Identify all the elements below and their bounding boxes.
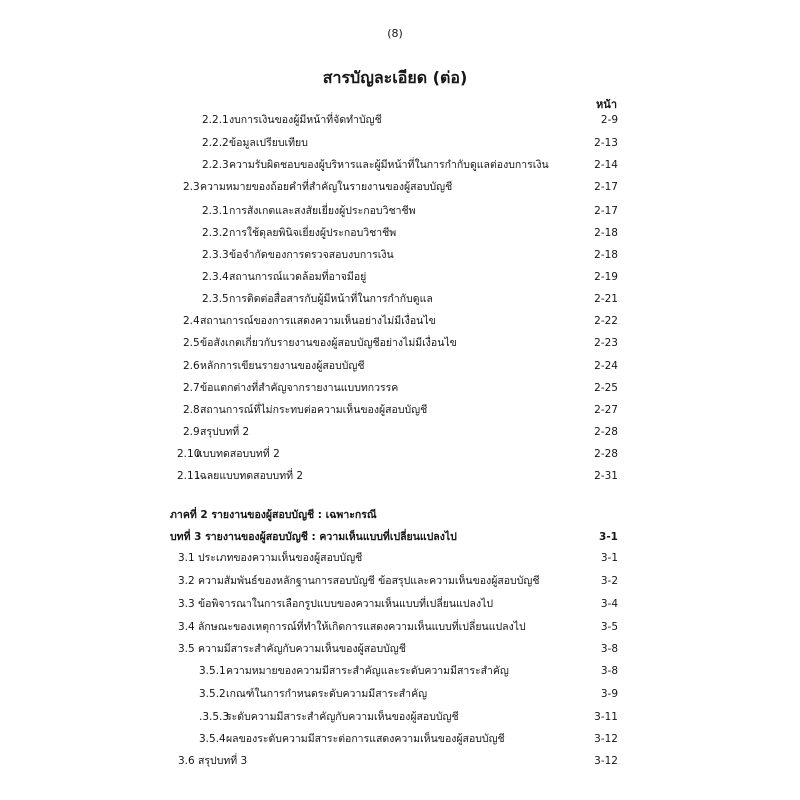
toc-entry-page: 2-22: [594, 315, 618, 327]
toc-entry-number: 3.5.1: [199, 665, 226, 677]
toc-entry-title: สถานการณ์แวดล้อมที่อาจมีอยู่: [229, 271, 367, 283]
toc-entry: [0, 177, 800, 197]
toc-entry: [0, 684, 800, 704]
toc-entry-number: .3.5.3: [199, 711, 230, 723]
toc-entry-number: 2.5: [183, 337, 200, 349]
toc-entry-page: 2-24: [594, 360, 618, 372]
chapter-heading: [0, 527, 800, 547]
part-heading: [0, 505, 800, 525]
toc-entry: [0, 356, 800, 376]
toc-entry-page: 3-2: [600, 575, 618, 587]
toc-entry-title: ความรับผิดชอบของผู้บริหารและผู้มีหน้าที่ในการกำกับดูแลต่องบการเงิน: [229, 159, 549, 171]
toc-entry: [0, 133, 800, 153]
toc-entry-title: ผลของระดับความมีสาระต่อการแสดงความเห็นของผู้สอบบัญชี: [226, 733, 505, 745]
toc-entry-page: 3-9: [600, 688, 618, 700]
toc-entry: [0, 333, 800, 353]
toc-entry-number: 3.1: [178, 552, 195, 564]
toc-entry-title: เกณฑ์ในการกำหนดระดับความมีสาระสำคัญ: [226, 688, 428, 700]
toc-entry-page: 3-8: [600, 665, 618, 677]
toc-entry: [0, 707, 800, 727]
toc-entry-number: 3.5: [178, 643, 195, 655]
toc-entry-title: งบการเงินของผู้มีหน้าที่จัดทำบัญชี: [229, 114, 382, 126]
toc-entry-number: 2.9: [183, 426, 200, 438]
toc-entry-number: 2.2.1: [202, 114, 229, 126]
toc-entry-title: การใช้ดุลยพินิจเยี่ยงผู้ประกอบวิชาชีพ: [229, 227, 397, 239]
toc-entry: [0, 245, 800, 265]
toc-entry-title: ข้อแตกต่างที่สำคัญจากรายงานแบบทกวรรค: [200, 382, 399, 394]
toc-entry-title: สรุปบทที่ 3: [198, 755, 248, 767]
toc-entry: [0, 110, 800, 130]
toc-entry-number: 3.6: [178, 755, 195, 767]
toc-entry-title: แบบทดสอบบทที่ 2: [196, 448, 280, 460]
toc-entry-page: 2-23: [594, 337, 618, 349]
toc-entry-title: เฉลยแบบทดสอบบทที่ 2: [196, 470, 304, 482]
toc-entry-page: 2-31: [594, 470, 618, 482]
toc-entry: [0, 422, 800, 442]
toc-entry-page: 2-18: [594, 249, 618, 261]
toc-entry-number: 3.5.2: [199, 688, 226, 700]
toc-entry-title: การติดต่อสื่อสารกับผู้มีหน้าที่ในการกำกับดูแล: [229, 293, 433, 305]
toc-entry-number: 2.3.4: [202, 271, 229, 283]
toc-entry-number: 3.5.4: [199, 733, 226, 745]
toc-entry-page: 3-1: [600, 552, 618, 564]
toc-entry-title: ความหมายของความมีสาระสำคัญและระดับความมีสาระสำคัญ: [226, 665, 509, 677]
toc-entry-page: 2-14: [594, 159, 618, 171]
toc-entry-page: 2-13: [594, 137, 618, 149]
page-column-header: หน้า: [596, 98, 617, 111]
toc-entry-number: 2.7: [183, 382, 200, 394]
toc-entry: [0, 155, 800, 175]
toc-entry-title: สถานการณ์ที่ไม่กระทบต่อความเห็นของผู้สอบบัญชี: [200, 404, 428, 416]
toc-entry-page: 2-27: [594, 404, 618, 416]
toc-entry-number: 2.3.2: [202, 227, 229, 239]
toc-entry-page: 3-5: [600, 621, 618, 633]
toc-entry-number: 2.3.3: [202, 249, 229, 261]
chapter-page: 3-1: [599, 531, 618, 543]
toc-entry: [0, 311, 800, 331]
toc-entry-page: 2-17: [594, 205, 618, 217]
toc-entry-page: 3-4: [600, 598, 618, 610]
page-title: สารบัญละเอียด (ต่อ): [322, 68, 468, 87]
toc-entry-title: ข้อพิจารณาในการเลือกรูปแบบของความเห็นแบบที่เปลี่ยนแปลงไป: [198, 598, 494, 610]
toc-entry-title: ข้อมูลเปรียบเทียบ: [229, 137, 308, 149]
toc-entry-title: ความหมายของถ้อยคำที่สำคัญในรายงานของผู้สอบบัญชี: [200, 181, 453, 193]
toc-entry-title: หลักการเขียนรายงานของผู้สอบบัญชี: [200, 360, 365, 372]
toc-entry: [0, 201, 800, 221]
toc-entry-page: 2-25: [594, 382, 618, 394]
toc-entry-page: 3-8: [600, 643, 618, 655]
toc-entry-page: 2-28: [594, 426, 618, 438]
toc-entry-title: ความมีสาระสำคัญกับความเห็นของผู้สอบบัญชี: [198, 643, 406, 655]
toc-entry: [0, 751, 800, 771]
toc-entry-number: 3.4: [178, 621, 195, 633]
toc-entry-page: 2-19: [594, 271, 618, 283]
toc-entry: [0, 223, 800, 243]
toc-entry-title: ข้อจำกัดของการตรวจสอบงบการเงิน: [229, 249, 394, 261]
toc-entry-number: 2.4: [183, 315, 200, 327]
toc-entry-number: 2.11: [177, 470, 201, 482]
toc-entry-number: 3.3: [178, 598, 195, 610]
toc-entry-title: ประเภทของความเห็นของผู้สอบบัญชี: [198, 552, 363, 564]
toc-entry-page: 3-11: [594, 711, 618, 723]
toc-entry: [0, 378, 800, 398]
toc-entry-number: 2.2.2: [202, 137, 229, 149]
toc-entry-title: ลักษณะของเหตุการณ์ที่ทำให้เกิดการแสดงความเห็นแบบที่เปลี่ยนแปลงไป: [198, 621, 526, 633]
toc-entry-number: 2.3.1: [202, 205, 229, 217]
toc-entry: [0, 466, 800, 486]
toc-entry-page: 2-18: [594, 227, 618, 239]
toc-entry-number: 2.2.3: [202, 159, 229, 171]
toc-entry: [0, 617, 800, 637]
toc-entry-page: 2-28: [594, 448, 618, 460]
toc-entry-number: 2.10: [177, 448, 201, 460]
toc-entry-title: การสังเกตและสงสัยเยี่ยงผู้ประกอบวิชาชีพ: [229, 205, 416, 217]
toc-entry: [0, 729, 800, 749]
toc-entry-number: 2.8: [183, 404, 200, 416]
toc-entry-title: ระดับความมีสาระสำคัญกับความเห็นของผู้สอบบัญชี: [226, 711, 459, 723]
toc-entry-page: 3-12: [594, 755, 618, 767]
toc-entry: [0, 594, 800, 614]
toc-entry: [0, 661, 800, 681]
toc-entry-number: 2.3: [183, 181, 200, 193]
toc-entry-page: 2-9: [600, 114, 618, 126]
part-title: ภาคที่ 2 รายงานของผู้สอบบัญชี : เฉพาะกรณี: [170, 509, 377, 521]
toc-entry-page: 2-21: [594, 293, 618, 305]
toc-entry-title: ความสัมพันธ์ของหลักฐานการสอบบัญชี ข้อสรุปและความเห็นของผู้สอบบัญชี: [198, 575, 540, 587]
toc-entry: [0, 444, 800, 464]
toc-entry: [0, 639, 800, 659]
chapter-title: บทที่ 3 รายงานของผู้สอบบัญชี : ความเห็นแบบที่เปลี่ยนแปลงไป: [170, 531, 457, 543]
page-number: (8): [387, 27, 403, 40]
toc-entry: [0, 289, 800, 309]
toc-entry-title: ข้อสังเกตเกี่ยวกับรายงานของผู้สอบบัญชีอย่างไม่มีเงื่อนไข: [200, 337, 457, 349]
toc-entry-title: สถานการณ์ของการแสดงความเห็นอย่างไม่มีเงื่อนไข: [200, 315, 436, 327]
toc-entry-page: 2-17: [594, 181, 618, 193]
toc-entry-title: สรุปบทที่ 2: [200, 426, 250, 438]
toc-entry-number: 2.3.5: [202, 293, 229, 305]
toc-entry: [0, 267, 800, 287]
toc-entry-page: 3-12: [594, 733, 618, 745]
toc-entry-number: 3.2: [178, 575, 195, 587]
toc-entry: [0, 571, 800, 591]
toc-entry-number: 2.6: [183, 360, 200, 372]
toc-entry: [0, 548, 800, 568]
toc-entry: [0, 400, 800, 420]
